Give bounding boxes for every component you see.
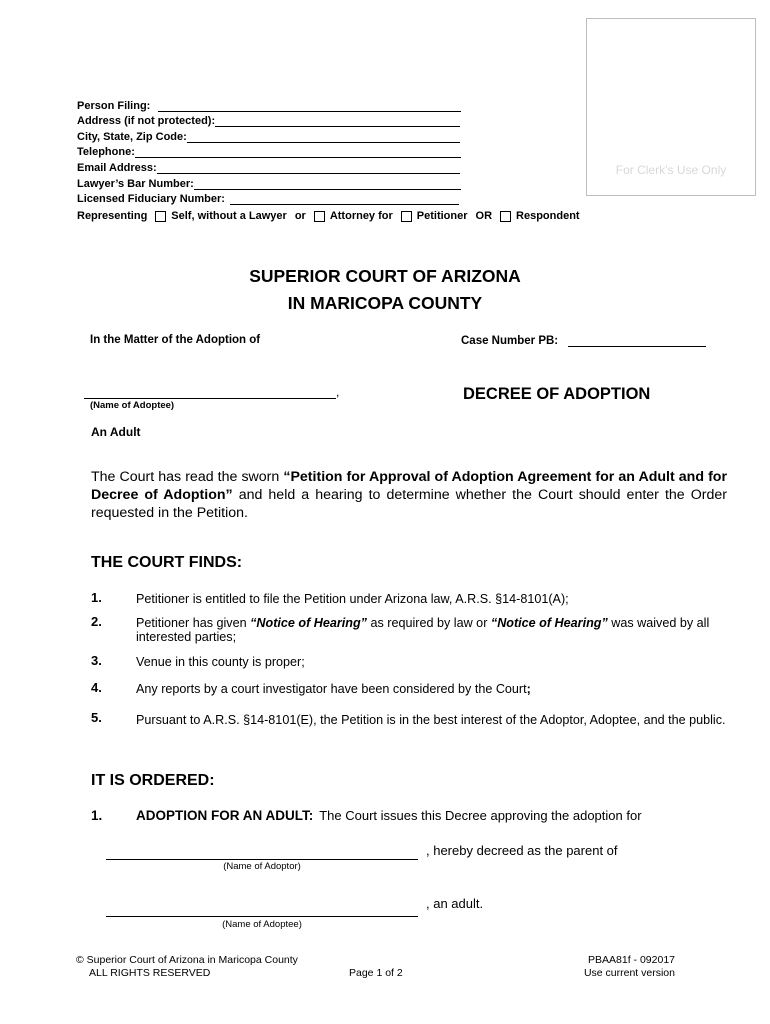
an-adult-label: An Adult <box>91 425 141 439</box>
adoptee-name-field-2[interactable] <box>106 916 418 917</box>
filer-row-telephone: Telephone: <box>77 143 461 159</box>
footer-copyright: © Superior Court of Arizona in Maricopa County ALL RIGHTS RESERVED <box>76 954 298 979</box>
filer-row-address: Address (if not protected): <box>77 112 461 128</box>
finding-text: Petitioner is entitled to file the Petition under Arizona law, A.R.S. §14-8101(A); <box>136 592 569 606</box>
telephone-field[interactable] <box>135 147 461 158</box>
adoptee-comma: , <box>336 385 340 399</box>
adoptee-name-field[interactable] <box>84 398 336 399</box>
order-number: 1. <box>91 808 103 823</box>
finding-number: 3. <box>91 653 102 668</box>
case-number: Case Number PB: <box>461 334 706 347</box>
adoptee-name-label: (Name of Adoptee) <box>90 400 175 411</box>
case-number-field[interactable] <box>568 334 706 347</box>
adoptor-name-field[interactable] <box>106 859 418 860</box>
representing-row: Representing Self, without a Lawyer or Attorney for Petitioner OR Respondent <box>77 210 580 222</box>
self-checkbox[interactable] <box>155 211 166 222</box>
it-is-ordered-heading: IT IS ORDERED: <box>91 772 215 789</box>
adoptor-name-label: (Name of Adoptor) <box>223 861 301 872</box>
filer-info-block <box>77 96 461 205</box>
finding-number: 5. <box>91 710 102 725</box>
filer-row-fiduciary: Licensed Fiduciary Number: <box>77 190 461 206</box>
order-text: ADOPTION FOR AN ADULT: The Court issues this Decree approving the adoption for <box>136 808 642 823</box>
adoptor-name-suffix: , hereby decreed as the parent of <box>426 843 618 858</box>
matter-label: In the Matter of the Adoption of <box>90 334 261 346</box>
footer-form-code: PBAA81f - 092017 Use current version <box>583 954 675 979</box>
finding-text: Any reports by a court investigator have been considered by the Court; <box>136 682 531 696</box>
email-field[interactable] <box>157 163 460 174</box>
city-state-zip-field[interactable] <box>187 132 460 143</box>
decree-title: DECREE OF ADOPTION <box>463 385 651 403</box>
finding-number: 2. <box>91 614 102 629</box>
filer-row-person: Person Filing: <box>77 96 461 112</box>
fiduciary-number-field[interactable] <box>230 194 459 205</box>
bar-number-field[interactable] <box>194 179 461 190</box>
attorney-checkbox[interactable] <box>314 211 325 222</box>
finding-text: Pursuant to A.R.S. §14-8101(E), the Petition is in the best interest of the Adoptor, Adoptee, and the public. <box>136 713 726 727</box>
adoptee-name-suffix: , an adult. <box>426 896 484 911</box>
petitioner-checkbox[interactable] <box>401 211 412 222</box>
finding-text: Petitioner has given “Notice of Hearing” as required by law or “Notice of Hearing” was waived by all interested parties; <box>136 616 710 644</box>
address-field[interactable] <box>215 116 460 127</box>
court-finds-heading: THE COURT FINDS: <box>91 554 243 571</box>
adoptee-name-label-2: (Name of Adoptee) <box>222 919 302 930</box>
finding-number: 4. <box>91 680 102 695</box>
finding-number: 1. <box>91 590 102 605</box>
court-title: SUPERIOR COURT OF ARIZONA IN MARICOPA COUNTY <box>249 266 521 313</box>
clerk-use-label: For Clerk’s Use Only <box>615 163 727 177</box>
filer-row-email: Email Address: <box>77 158 461 174</box>
clerk-use-box <box>586 18 756 196</box>
intro-paragraph: The Court has read the sworn “Petition for Approval of Adoption Agreement for an Adult and for Decree of Adoption” and held a hearing to determine whether the Court should enter the Order requested in the Petition. <box>91 469 727 521</box>
filer-row-bar: Lawyer’s Bar Number: <box>77 174 461 190</box>
person-filing-field[interactable] <box>158 101 461 112</box>
filer-row-city: City, State, Zip Code: <box>77 127 461 143</box>
footer-page-number: Page 1 of 2 <box>349 967 403 979</box>
respondent-checkbox[interactable] <box>500 211 511 222</box>
finding-text: Venue in this county is proper; <box>136 655 305 669</box>
